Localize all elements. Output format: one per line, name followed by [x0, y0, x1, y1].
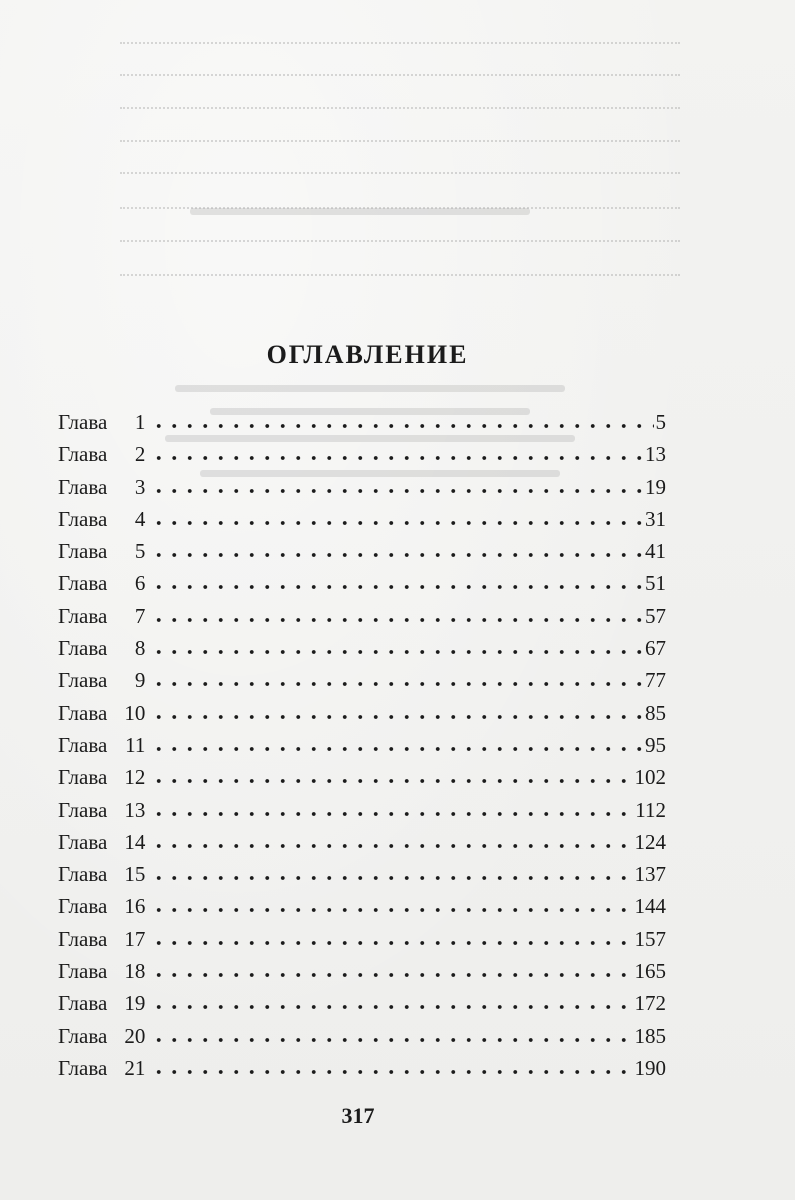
toc-entry-label: Глава: [58, 700, 108, 725]
toc-entry-label: Глава: [58, 732, 108, 757]
toc-entry-page: 57: [645, 603, 666, 628]
toc-entry-label: Глава: [58, 571, 108, 596]
toc-entry: [58, 470, 666, 502]
toc-dot-leader: [151, 1054, 632, 1078]
toc-entry-label: Глава: [58, 894, 108, 919]
toc-entry-chapter-number: 9: [134, 668, 146, 693]
toc-entry-label: Глава: [58, 539, 108, 564]
toc-entry-label: Глава: [58, 829, 108, 854]
toc-dot-leader: [151, 796, 633, 820]
toc-dot-leader: [151, 989, 632, 1013]
toc-entry-page: 95: [645, 732, 666, 757]
toc-dot-leader: [151, 731, 643, 755]
toc-entry-page: 77: [645, 668, 666, 693]
toc-entry-chapter-number: 14: [124, 829, 146, 854]
toc-entry: [58, 986, 666, 1018]
toc-entry-label: Глава: [58, 1055, 108, 1080]
toc-entry-label: Глава: [58, 410, 108, 434]
toc-entry-label: Глава: [58, 926, 108, 951]
toc-entry-page: 13: [645, 442, 666, 467]
toc-entry-chapter-number: 5: [134, 539, 146, 564]
toc-heading: ОГЛАВЛЕНИЕ: [266, 340, 469, 369]
toc-dot-leader: [151, 957, 632, 981]
toc-entry-page: 85: [645, 700, 666, 725]
toc-entry: [58, 760, 666, 792]
toc-entry-chapter-number: 4: [134, 506, 146, 531]
toc-entry-label: Глава: [58, 797, 108, 822]
toc-entry-chapter-number: 12: [124, 765, 146, 790]
toc-entry-label: Глава: [58, 668, 108, 693]
toc-entry: [58, 889, 666, 921]
toc-entry-label: Глава: [58, 636, 108, 661]
toc-entry: [58, 566, 666, 598]
toc-entry-page: 190: [634, 1055, 666, 1080]
toc-entry-page: 172: [634, 991, 666, 1016]
toc-dot-leader: [151, 860, 632, 884]
toc-entry: [58, 405, 666, 437]
toc-entry: [58, 437, 666, 469]
table-of-contents: [58, 405, 666, 1083]
toc-entry: [58, 599, 666, 631]
toc-entry-chapter-number: 21: [124, 1055, 146, 1080]
toc-entry-page: 67: [645, 636, 666, 661]
toc-entry-page: 19: [645, 474, 666, 499]
toc-entry-chapter-number: 3: [134, 474, 146, 499]
toc-entry-chapter-number: 13: [124, 797, 146, 822]
toc-entry-label: Глава: [58, 1023, 108, 1048]
toc-entry-chapter-number: 10: [124, 700, 146, 725]
toc-dot-leader: [151, 925, 632, 949]
page-number: 317: [341, 1103, 375, 1128]
toc-entry: [58, 631, 666, 663]
toc-entry: [58, 502, 666, 534]
toc-entry: [58, 793, 666, 825]
toc-entry: [58, 954, 666, 986]
toc-entry-page: 102: [634, 765, 666, 790]
toc-entry: [58, 1051, 666, 1083]
toc-dot-leader: [151, 505, 643, 529]
toc-entry-chapter-number: 15: [124, 862, 146, 887]
toc-entry: [58, 922, 666, 954]
toc-entry-page: 124: [634, 829, 666, 854]
toc-entry-page: 41: [645, 539, 666, 564]
toc-entry-chapter-number: 1: [134, 410, 146, 434]
toc-entry-page: 185: [634, 1023, 666, 1048]
toc-entry-chapter-number: 17: [124, 926, 146, 951]
toc-entry-label: Глава: [58, 442, 108, 467]
toc-entry-label: Глава: [58, 959, 108, 984]
toc-entry: [58, 534, 666, 566]
toc-dot-leader: [151, 537, 643, 561]
toc-entry-chapter-number: 11: [125, 732, 146, 757]
toc-entry-chapter-number: 7: [134, 603, 146, 628]
toc-entry: [58, 663, 666, 695]
toc-entry-page: 112: [635, 797, 666, 822]
toc-entry-label: Глава: [58, 765, 108, 790]
toc-entry-page: 165: [634, 959, 666, 984]
toc-entry: [58, 825, 666, 857]
toc-entry-label: Глава: [58, 474, 108, 499]
toc-entry-page: 51: [645, 571, 666, 596]
toc-entry-chapter-number: 20: [124, 1023, 146, 1048]
toc-entry-page: 157: [634, 926, 666, 951]
toc-dot-leader: [151, 763, 632, 787]
toc-entry-label: Глава: [58, 603, 108, 628]
toc-dot-leader: [151, 473, 643, 497]
toc-entry-page: 137: [634, 862, 666, 887]
toc-dot-leader: [151, 828, 632, 852]
toc-entry-chapter-number: 8: [134, 636, 146, 661]
toc-entry-label: Глава: [58, 862, 108, 887]
toc-dot-leader: [151, 602, 643, 626]
toc-dot-leader: [151, 666, 643, 690]
bleed-through-text: [0, 0, 795, 320]
toc-dot-leader: [151, 440, 643, 464]
toc-dot-leader: [151, 408, 653, 432]
toc-entry: [58, 1019, 666, 1051]
toc-dot-leader: [151, 1022, 632, 1046]
toc-entry-label: Глава: [58, 506, 108, 531]
toc-dot-leader: [151, 569, 643, 593]
toc-dot-leader: [151, 892, 632, 916]
toc-dot-leader: [151, 634, 643, 658]
toc-entry: [58, 728, 666, 760]
toc-entry-page: 5: [655, 410, 666, 434]
toc-entry-chapter-number: 6: [134, 571, 146, 596]
toc-entry-chapter-number: 16: [124, 894, 146, 919]
toc-entry-chapter-number: 19: [124, 991, 146, 1016]
toc-dot-leader: [151, 699, 643, 723]
toc-entry-page: 144: [634, 894, 666, 919]
toc-entry-chapter-number: 2: [134, 442, 146, 467]
toc-entry-label: Глава: [58, 991, 108, 1016]
toc-entry: [58, 696, 666, 728]
toc-entry-page: 31: [645, 506, 666, 531]
toc-entry-chapter-number: 18: [124, 959, 146, 984]
toc-entry: [58, 857, 666, 889]
